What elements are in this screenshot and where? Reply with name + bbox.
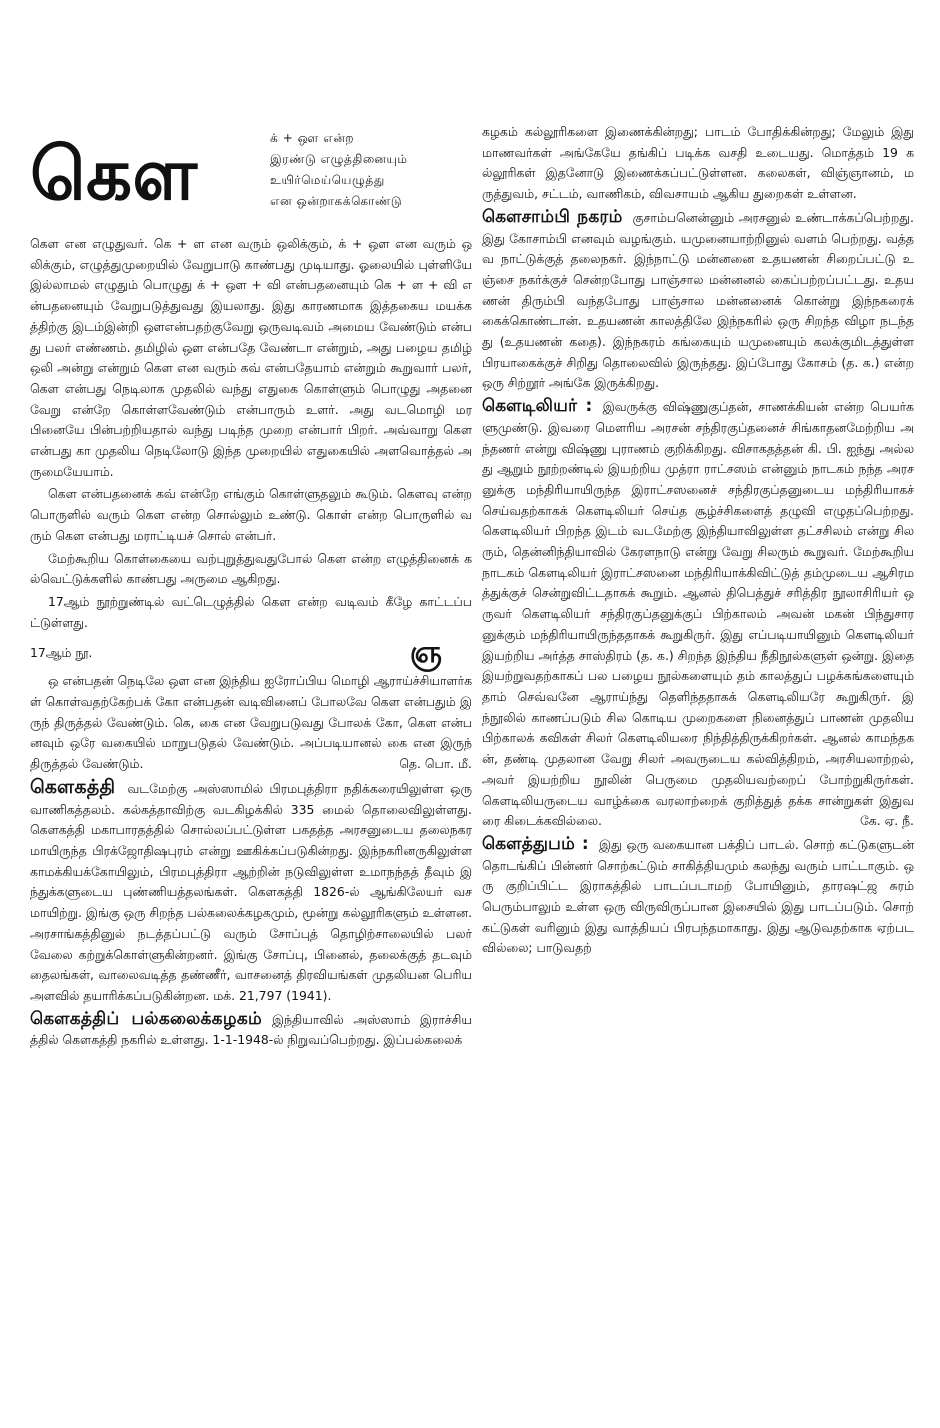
drop-cap-letter: கௌ — [30, 132, 199, 216]
entry-kautilya — [482, 396, 914, 832]
entry-kausthubam — [482, 834, 914, 959]
entry-text: இந்தியாவில் அஸ்ஸாம் இராச்சியத்தில் கௌகத்தி நகரில் உள்ளது. 1-1-1948-ல் நிறுவப்பெற்றது. இப்பல்கலைக் — [30, 1011, 472, 1048]
author-signature: தெ. பொ. மீ. — [399, 756, 472, 772]
entry-headword: கௌடிலியர் : — [482, 396, 593, 417]
entry-text: இவருக்கு விஷ்ணுகுப்தன், சாணக்கியன் என்ற பெயர்களுமுண்டு. இவரை மௌரிய அரசன் சந்திரகுப்தனைச் சிங்காதனமேற்றிய அந்தணர் என்று விஷ்ணு புராணம் குறிக்கிறது. விசாகதத்தன் கி. பி. ஐந்து அல்லது ஆறும் நூற்றண்டில் இயற்றிய முத்ரா ராட்சஸம் என்னும் நாடகம் நந்த அரசனுக்கு மந்திரியாயிருந்த இராட்சஸனைச் சந்திரகுப்தனுடைய மந்திரியாகச் செய்வதற்காகக் கௌடிலியர் செய்த சூழ்ச்சிகளைத் தழுவி எழுதப்பெற்றது. கௌடிலியர் பிறந்த இடம் வடமேற்கு இந்தியாவிலுள்ள தட்சசிலம் என்று சிலரும், தென்னிந்தியாவில் கேரளநாடு என்று வேறு சிலரும் கூறுவர். மேற்கூறிய நாடகம் கௌடிலியர் இராட்சஸனை மந்திரியாக்கிவிட்டுத் தம்முடைய ஆசிரமத்துக்குச் சென்றுவிட்டதாகக் கூறும். ஆனல் திபெத்துச் சரித்திர நூலாசிரியர் ஒருவர் கௌடிலியர் சந்திரகுப்தனுக்குப் பிற்காலம் அவன் மகன் பிந்துசாரனுக்கும் மந்திரியாயிருந்ததாகக் கூறுகிருர். இது எப்படியாயினும் கௌடிலியர் இயற்றிய அர்த்த சாஸ்திரம் (த. க.) சிறந்த இந்திய நீதிநூல்களுள் ஒன்று. இதை இயற்றுவதற்காகப் பல பழைய நூல்களையும் தம் காலத்துப் பழக்கங்களையும் தாம் செவ்வனே ஆராய்ந்து தெளிந்ததாகக் கௌடிலியரே கூறுகிருர். இந்நூலில் காணப்படும் சில கொடிய முறைகளை நினைத்துப் பாணன் முதலிய பிற்காலக் கவிகள் சிலர் கௌடிலியரை நிந்தித்திருக்கிறர்கள். ஆனல் காமந்தகன், தண்டி முதலான வேறு சிலர் அவருடைய கல்வித்திறம், அரசியலாற்றல், அவர் இயற்றிய நூலின் பெருமை முதலியவற்றைப் போற்றுகிருர்கள். கௌடிலியருடைய வாழ்க்கை வரலாற்றைக் குறித்துத் தக்க சான்றுகள் இதுவரை கிடைக்கவில்லை. — [482, 399, 914, 829]
right-column — [482, 122, 914, 961]
entry-kausambi — [482, 207, 914, 394]
entry-text: குசாம்பனென்னும் அரசனுல் உண்டாக்கப்பெற்றது. இது கோசாம்பி எனவும் வழங்கும். யமுனையாற்றினுல் வளம் பெற்றது. வத்தவ நாட்டுக்குத் தலைநகர். இந்நாட்டு மன்னனை உதயணன் சிறைப்பட்டு உஞ்சை நகர்க்குச் சென்றபோது பாஞ்சால மன்னனல் கைப்பற்றப்பட்டது. உதயணன் திரும்பி வந்தபோது பாஞ்சால மன்னனைக் கொன்று இந்நகரைக் கைக்கொண்டான். உதயணன் காலத்திலே இந்நகரில் ஒரு சிறந்த விழா நடந்தது (உதயணன் கதை). இந்நகரம் கங்கையும் யமுனையும் கலக்குமிடத்துள்ள பிரயாகைக்குச் சிறிது தொலைவில் இருந்தது. இப்போது கோசம் (த. க.) என்ற ஒரு சிற்றூர் அங்கே இருக்கிறது. — [482, 209, 914, 391]
paragraph: கௌ என்பதனைக் கவ் என்றே எங்கும் கொள்ளுதலும் கூடும். கௌவு என்ற பொருளில் வரும் கௌ என்ற சொல்லும் உண்டு. கொள் என்ற பொருளில் வரும் கௌ என்பது மராட்டியச் சொல் என்பர். — [30, 486, 472, 543]
entry-text: வடமேற்கு அஸ்ஸாமில் பிரமபுத்திரா நதிக்கரையிலுள்ள ஒரு வாணிகத்தலம். கல்கத்தாவிற்கு வடகிழக்கில் 335 மைல் தொலைவிலுள்ளது. கௌகத்தி மகாபாரதத்தில் சொல்லப்பட்டுள்ள பகதத்த அரசனுடைய தலைநகரமாயிருந்த பிரக்ஜோதிஷபுரம் என்று ஊகிக்கப்படுகின்றது. இந்நகரினருகிலுள்ள காமக்கியக்கோயிலும், பிரமபுத்திரா ஆற்றின் நடுவிலுள்ள உமாநந்தத் தீவும் இந்துக்களுடைய புண்ணியத்தலங்கள். கௌகத்தி 1826-ல் ஆங்கிலேயர் வசமாயிற்று. இங்கு ஒரு சிறந்த பல்கலைக்கழகமும், மூன்று கல்லூரிகளும் உள்ளன. அரசாங்கத்தினுல் நடத்தப்பட்டு வரும் சோப்புத் தொழிற்சாலையில் பலர் வேலை கற்றுக்கொள்ளுகின்றனர். இங்கு சோப்பு, பினைல், தலைக்குத் தடவும் தைலங்கள், வாலைவடித்த தண்ணீர், வாசனைத் திரவியங்கள் முதலியன பெரிய அளவில் தயாரிக்கப்படுகின்றன. மக். 21,797 (1941). — [30, 780, 473, 1003]
left-column — [30, 126, 472, 1053]
paragraph: மேற்கூறிய கொள்கையை வற்புறுத்துவதுபோல் கௌ என்ற எழுத்தினைக் கல்வெட்டுக்களில் காண்பது அருமை ஆகிறது. — [30, 550, 472, 587]
entry-headword: கௌத்துபம் : — [482, 833, 590, 854]
entry-text: இது ஒரு வகையான பக்திப் பாடல். சொற் கட்டுகளுடன் தொடங்கிப் பின்னர் சொற்கட்டும் சாகித்தியமும் கலந்து வரும் பாட்டாகும். ஒரு குறிப்பிட்ட இராகத்தில் பாடப்படாமற் போயினும், தாரஷட்ஜ சுரம் பெரும்பாலும் உள்ள ஒரு விருவிருப்பான இசையில் இது பாடப்படும். சொற் கட்டுகள் வரினும் இது வாத்தியப் பிரபந்தமாகாது. இது ஆடுவதற்காக ஏற்படவில்லை; பாடுவதற் — [482, 836, 914, 956]
paragraph: கழகம் கல்லூரிகளை இணைக்கின்றது; பாடம் போதிக்கின்றது; மேலும் இது மாணவர்கள் அங்கேயே தங்கிப் படிக்க வசதி உடையது. மொத்தம் 19 கல்லூரிகள் இதனோடு இணைக்கப்பட்டுள்ளன. கலைகள், விஞ்ஞானம், மருத்துவம், சட்டம், வாணிகம், விவசாயம் ஆகிய துறைகள் உள்ளன. — [482, 124, 914, 202]
entry-kaugathi-university — [30, 1009, 472, 1051]
paragraph: 17ஆம் நூற்றுண்டில் வட்டெழுத்தில் கௌ என்ற வடிவம் கீழே காட்டப்பட்டுள்ளது. — [30, 593, 472, 630]
entry-headword: கௌசாம்பி நகரம் — [482, 206, 623, 227]
entry-headword: கௌகத்தி — [30, 775, 116, 798]
inscription-glyph: ஞ — [409, 635, 442, 671]
paragraph-text: ஒ என்பதன் நெடிலே ஔ என இந்திய ஐரோப்பிய மொழி ஆராய்ச்சியாளர்கள் கொள்வதற்கேற்பக் கோ என்பதன் வடிவினைப் போலவே கௌ என்பதும் இருந் திருத்தல் வேண்டும். கெ, கை என வேறுபடுவது போலக் கோ, கௌ என்பனவும் ஒரே வகையில் மாறுபடுதல் வேண்டும். அப்படியானல் கை என இருந் திருத்தல் வேண்டும். — [30, 673, 472, 772]
inscription-example — [30, 635, 472, 671]
drop-cap-text: க் + ஔ என்ற இரண்டு எழுத்தினையும் உயிர்மெய்யெழுத்து என ஒன்றாகக்கொண்டு — [270, 131, 408, 208]
entry-headword: கௌகத்திப் பல்கலைக்கழகம் — [30, 1008, 262, 1029]
paragraph: கௌ என எழுதுவர். கெ + ள என வரும் ஒலிக்கும், க் + ஔ என வரும் ஒலிக்கும், எழுத்துமுறையில் வேறுபாடு காண்பது முடியாது. ஓலையில் புள்ளியே இல்லாமல் எழுதும் பொழுது க் + ஔ + வி என்பதனையும் கெ + ள + வி என்பதனையும் வேறுபடுத்துவது இயலாது. இது காரணமாக இத்தகைய மயக்கத்திற்கு இடம்இன்றி ஔஎன்பதற்குவேறு ஒருவடிவம் அமைய வேண்டும் என்பது பலர் எண்ணம். தமிழில் ஔ என்பதே வேண்டா என்றும், அது பழைய தமிழ் ஒலி அன்று என்றும் கௌ என வரும் கவ் என்பதேயாம் என்றும் கூறுவார் பலர், கௌ என்பது நெடிலாக முதலில் வந்து எதுகை கொள்ளும் பொழுது அதனை வேறு என்றே கொள்ளவேண்டும் என்பாரும் உளர். அது வடமொழி மரபினையே பின்பற்றியதால் வந்து படிந்த முறை என்பார் பிறர். அவ்வாறு கௌ என்பது கா முதலிய நெடிலோடு இந்த முறையில் எதுகையில் அளவொத்தல் அருமையேயாம். — [30, 236, 472, 479]
author-signature: கே. ஏ. நீ. — [860, 813, 914, 829]
inscription-label: 17ஆம் நூ. — [30, 645, 93, 661]
entry-kaugathi — [30, 777, 472, 1007]
drop-cap-block — [30, 126, 472, 232]
paragraph — [30, 671, 472, 775]
